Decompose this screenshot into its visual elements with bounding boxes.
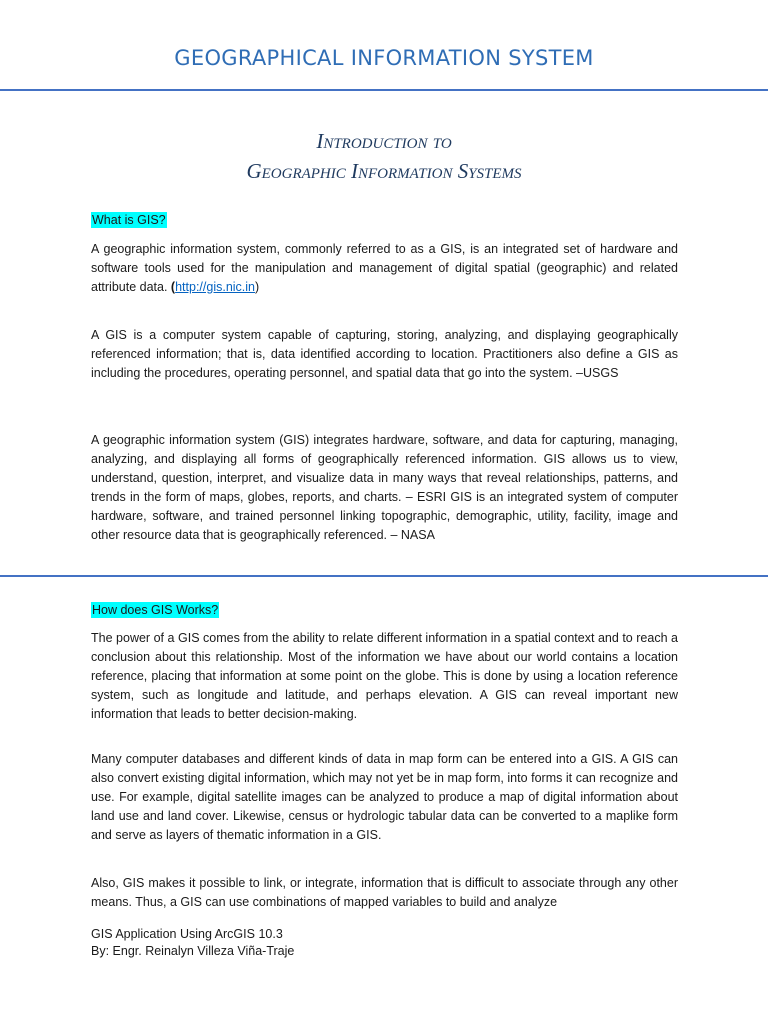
document-title [0,126,768,186]
paragraph-text: A geographic information system (GIS) integrates hardware, software, and data for capturing, managing, analyzing, and displaying all forms of geographically referenced information. GIS allows us to view, understand, question, interpret, and visualize data in many ways that reveal relationships, patterns, and trends in the form of maps, globes, reports, and charts. – ESRI GIS is an integrated system of computer hardware, software, and trained personnel linking topographic, demographic, utility, facility, image and other resource data that is geographically referenced. – NASA [91,433,678,542]
document-title-line2: Geographic Information Systems [246,159,522,183]
paragraph-gis-definition-2 [91,326,678,383]
paragraph-how-gis-works-1 [91,629,678,724]
document-title-line1: Introduction to [316,129,452,153]
section-heading-what-is-gis-wrap [91,211,678,229]
section-divider [0,575,768,577]
section-heading-how-gis-works-wrap [91,601,678,619]
paragraph-text: A GIS is a computer system capable of capturing, storing, analyzing, and displaying geographically referenced information; that is, data identified according to location. Practitioners also define a GIS as including the procedures, operating personnel, and spatial data that go into the system. –USGS [91,328,678,380]
paragraph-gis-definition-3 [91,431,678,545]
paragraph-text: The power of a GIS comes from the ability to relate different information in a spatial context and to reach a conclusion about this relationship. Most of the information we have about our world contains a location reference, placing that information at some point on the globe. This is done by using a location reference system, such as longitude and latitude, and perhaps elevation. A GIS can reveal important new information that leads to better decision-making. [91,631,678,721]
footer-course-title: GIS Application Using ArcGIS 10.3 [91,927,283,941]
gis-nic-link[interactable]: http://gis.nic.in [175,280,255,294]
section-heading-how-gis-works: How does GIS Works? [92,603,219,617]
paragraph-how-gis-works-3 [91,874,678,912]
header-divider [0,89,768,91]
paren-open: ( [170,280,176,294]
paragraph-text: Many computer databases and different kinds of data in map form can be entered into a GIS. A GIS can also convert existing digital information, which may not yet be in map form, into forms it can recognize and use. For example, digital satellite images can be analyzed to produce a map of digital information about land use and land cover. Likewise, census or hydrologic tabular data can be converted to a maplike form and serve as layers of thematic information in a GIS. [91,752,678,842]
paragraph-text: A geographic information system, commonly referred to as a GIS, is an integrated set of hardware and software tools used for the manipulation and management of digital spatial (geographic) and related attribute data. [91,242,678,294]
page-footer [91,926,294,960]
footer-author: By: Engr. Reinalyn Villeza Viña-Traje [91,944,295,958]
paren-close: ) [255,280,260,294]
section-heading-what-is-gis: What is GIS? [92,213,166,227]
paragraph-text: Also, GIS makes it possible to link, or integrate, information that is difficult to associate through any other means. Thus, a GIS can use combinations of mapped variables to build and analyze [91,876,678,909]
paragraph-gis-definition-1 [91,240,678,297]
page-header-title: GEOGRAPHICAL INFORMATION SYSTEM [174,46,594,70]
paragraph-how-gis-works-2 [91,750,678,845]
